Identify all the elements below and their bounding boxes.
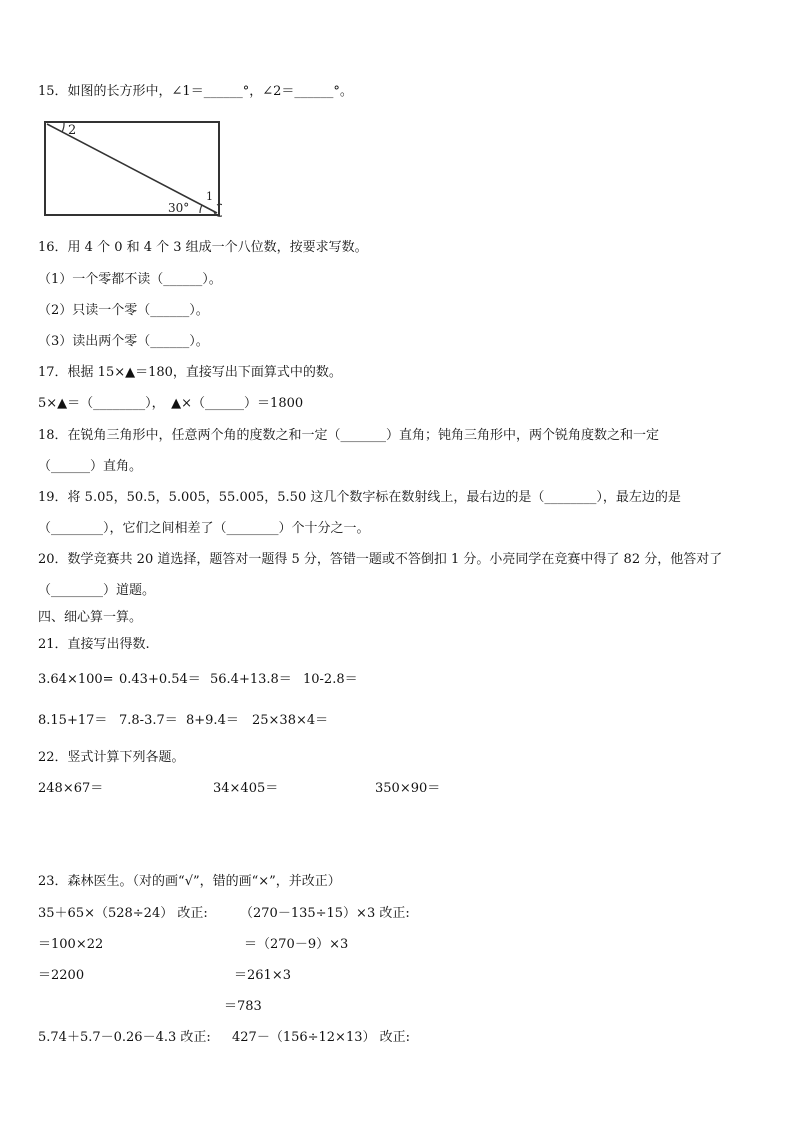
q21-r2-c1: 8.15+17＝ bbox=[38, 713, 108, 728]
q22-title: 22．竖式计算下列各题。 bbox=[38, 750, 185, 765]
q18-line-2: （______）直角。 bbox=[38, 459, 143, 474]
q16-item-3: （3）读出两个零（______）。 bbox=[38, 334, 209, 349]
q23-right-2: ＝（270－9）×3 bbox=[244, 937, 349, 952]
q23-right-4: ＝783 bbox=[224, 999, 262, 1014]
q16-item-2: （2）只读一个零（______）。 bbox=[38, 303, 209, 318]
q17-line: 5×▲＝（________）， ▲×（______）＝1800 bbox=[38, 396, 304, 411]
rectangle-figure bbox=[42, 118, 222, 218]
q23-title: 23．森林医生。（对的画“√”，错的画“×”，并改正） bbox=[38, 874, 341, 889]
q17-title: 17．根据 15×▲＝180，直接写出下面算式中的数。 bbox=[38, 365, 342, 380]
q22-item-3: 350×90＝ bbox=[375, 781, 441, 796]
q23-last-left: 5.74＋5.7－0.26－4.3 改正: bbox=[38, 1030, 211, 1045]
q20-line-1: 20．数学竞赛共 20 道选择，题答对一题得 5 分，答错一题或不答倒扣 1 分。小亮同学在竞赛中得了 82 分，他答对了 bbox=[38, 552, 723, 567]
q19-line-1: 19．将 5.05，50.5，5.005，55.005，5.50 这几个数字标在数射线上，最右边的是（________），最左边的是 bbox=[38, 490, 681, 505]
angle-2-arc bbox=[62, 123, 64, 132]
q23-right-1: （270－135÷15）×3 改正: bbox=[240, 906, 410, 921]
angle-label-1: 1 bbox=[206, 190, 213, 203]
q21-r2-c2: 7.8-3.7＝ bbox=[119, 713, 178, 728]
q23-left-3: ＝2200 bbox=[38, 968, 85, 983]
q23-right-3: ＝261×3 bbox=[234, 968, 291, 983]
angle-label-2: 2 bbox=[68, 123, 77, 138]
q16-title: 16．用 4 个 0 和 4 个 3 组成一个八位数，按要求写数。 bbox=[38, 240, 368, 255]
q21-title: 21．直接写出得数. bbox=[38, 637, 150, 652]
q15-text: 15．如图的长方形中，∠1＝______°，∠2＝______°。 bbox=[38, 84, 353, 99]
q21-r1-c2: 0.43+0.54＝ bbox=[119, 672, 201, 687]
angle-label-30: 30° bbox=[168, 201, 190, 215]
q20-line-2: （________）道题。 bbox=[38, 583, 156, 598]
q21-r2-c3: 8+9.4＝ bbox=[186, 713, 239, 728]
q23-left-1: 35＋65×（528÷24） 改正: bbox=[38, 906, 208, 921]
q21-r2-c4: 25×38×4＝ bbox=[252, 713, 329, 728]
q22-item-2: 34×405＝ bbox=[213, 781, 279, 796]
q21-r1-c3: 56.4+13.8＝ bbox=[210, 672, 292, 687]
angle-30-arc bbox=[200, 205, 202, 213]
q18-line-1: 18．在锐角三角形中，任意两个角的度数之和一定（_______）直角；钝角三角形中，两个锐角度数之和一定 bbox=[38, 428, 660, 443]
q19-line-2: （________），它们之间相差了（________）个十分之一。 bbox=[38, 521, 370, 536]
q22-item-1: 248×67＝ bbox=[38, 781, 104, 796]
q23-last-right: 427－（156÷12×13） 改正: bbox=[232, 1030, 411, 1045]
q21-r1-c4: 10-2.8＝ bbox=[303, 672, 358, 687]
section-4-title: 四、细心算一算。 bbox=[38, 610, 143, 625]
q16-item-1: （1）一个零都不读（______）。 bbox=[38, 272, 222, 287]
q21-r1-c1: 3.64×100= bbox=[38, 672, 114, 687]
q23-left-2: ＝100×22 bbox=[38, 937, 104, 952]
